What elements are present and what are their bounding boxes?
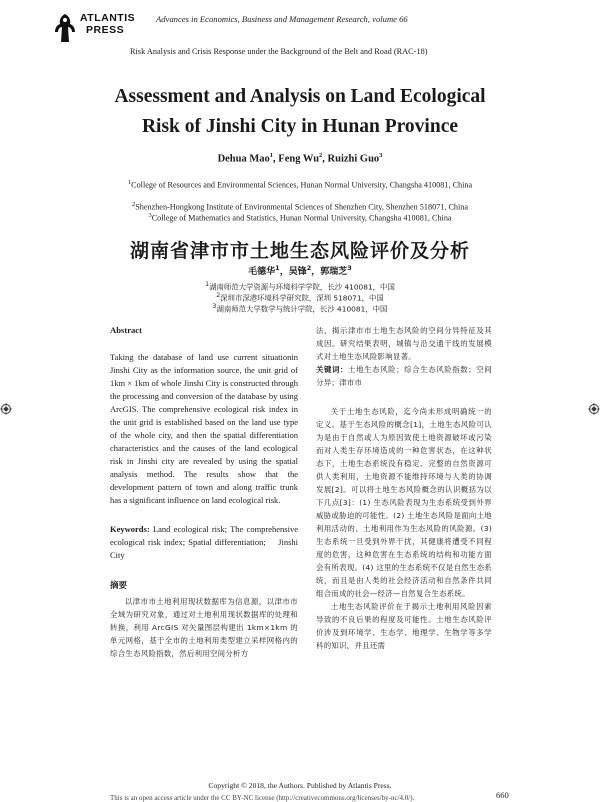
author-superscript: 1 [269,152,274,159]
atlantis-logo-icon [52,12,78,44]
keywords-label: Keywords: [110,524,150,534]
chinese-affiliation-3 [40,301,560,314]
atlantis-press-logo [52,8,152,52]
keywords [110,523,298,562]
chinese-keywords-label: 关键词： [316,365,349,374]
right-paragraph-3: 土地生态风险评价在于揭示土地利用风险因素导致的不良后果的程度及可能性。土地生态风险评价涉及到环境学、生态学、地理学、生物学等多学科的知识，并且还需 [316,602,492,650]
journal-name: Advances in Economics, Business and Management Research, volume 66 [156,14,408,24]
affiliation-superscript: 1 [127,179,132,186]
chinese-keywords [316,363,492,389]
page-number: 660 [496,790,509,800]
registration-target-icon [588,403,600,415]
chinese-author-name: 毛德华 [248,267,276,277]
affiliation-superscript: 3 [212,303,217,310]
copyright-notice: Copyright © 2018, the Authors. Published by Atlantis Press. [208,781,392,790]
affiliation-text: 湖南师范大学数学与统计学院，长沙 410081，中国 [216,304,388,314]
license-notice: This is an open access article under the CC BY-NC license (http://creativecommons.org/licenses/by-nc/4.0/). [110,794,415,802]
chinese-author-superscript: 3 [347,264,352,272]
author-list: Dehua Mao$^1$, Feng Wu$^2$, Ruizhi Guo$^3$ [217,152,383,165]
chinese-author-superscript: 2 [306,264,312,272]
affiliation-superscript: 2 [216,292,221,299]
affiliation-text: Shenzhen-Hongkong Institute of Environmental Sciences of Shenzhen City, Shenzhen 518071, China [135,202,469,212]
logo-line-1: ATLANTIS [80,12,136,24]
left-column [110,324,298,660]
chinese-author-name: 郭瑞芝 [320,267,348,277]
chinese-author-superscript: 1 [275,264,280,272]
affiliation-superscript: 1 [205,281,210,288]
chinese-abstract-heading: 摘要 [110,581,128,591]
author-name: Dehua Mao [217,153,270,165]
affiliation-1 [100,177,500,191]
logo-text [80,12,135,36]
conference-series: Risk Analysis and Crisis Response under the Background of the Belt and Road (RAC-18) [130,47,428,56]
right-paragraph-2: 关于土地生态风险，迄今尚未形成明确统一的定义。基于生态风险的概念[1]，土地生态风险可认为是由于自然或人为原因致使土地资源破坏或污染而对人类生存环境造成的一种危害状态，在这种状态下，土地生态系统没有稳定、完整的自然资源可供人类利用，土地资源不能维持环境与人类的协调发展[2]。可以将土地生态风险概念的认识概括为以下几点[3]：(1) 生态风险表现为生态系统受到外界威胁或胁迫的可能性。(2) 土地生态风险是面向土地利用活动的、土地利用作为生态风险的风险源。(3) 生态系统一旦受到外界干扰，其健康将遭受不同程度的危害，这种危害在生态系统的结构和功能方面会有所表现。(4) 这里的生态系统不仅是自然生态系统，而且是由人类的社会经济活动和自然条件共同组合而成的社会—经济—自然复合生态系统。 [316,407,492,598]
author-name: Ruizhi Guo [327,153,380,165]
abstract-heading: Abstract [110,325,142,335]
affiliation-text: 深圳市深港环境科学研究院，深圳 518071，中国 [220,293,384,303]
affiliation-3 [100,210,500,224]
affiliation-text: College of Mathematics and Statistics, Hunan Normal University, Changsha 410081, China [151,213,452,223]
keywords-text: Land ecological risk; The comprehensive ecological risk index; Spatial differentiation; Jinshi City [110,524,299,560]
registration-target-icon [0,403,12,415]
chinese-author-list: 毛德华$^1$，吴锋$^2$，郭瑞芝$^3$ [248,264,352,277]
logo-line-2: PRESS [86,24,125,36]
author-superscript: 2 [319,152,323,159]
right-paragraph-1: 法，揭示津市市土地生态风险的空间分异特征及其成因。研究结果表明，城镇与沿交通干线的发展模式对土地生态风险影响显著。 [316,326,492,361]
affiliation-text: College of Resources and Environmental Sciences, Hunan Normal University, Changsha 410081, China [131,180,473,190]
affiliation-text: 湖南师范大学资源与环境科学学院，长沙 410081，中国 [209,282,395,292]
chinese-author-name: 吴锋 [288,267,307,277]
abstract-text: Taking the database of land use current situationin Jinshi City as the information source, the unit grid of 1km × 1km of whole Jinshi City is constructed through the processing and conversion of the database by using ArcGIS. The comprehensive ecological risk index in the unit grid is established based on the land use type of the whole city, and then the spatial differentiation characteristics and the causes of the land ecological risk in Jinshi city are revealed by using the spatial analysis method. The results show that the development pattern of town and along traffic trunk has a significant influence on land ecological risk. [110,352,298,505]
paper-title-line-1: Assessment and Analysis on Land Ecological [114,86,486,107]
affiliation-superscript: 3 [148,212,152,219]
affiliation-superscript: 2 [131,201,136,208]
author-name: Feng Wu [278,153,320,165]
right-column [316,324,492,652]
author-superscript: 3 [379,152,383,159]
chinese-keywords-text: 土地生态风险；综合生态风险指数；空间分异；津市市 [316,365,492,387]
chinese-title: 湖南省津市市土地生态风险评价及分析 [129,240,470,262]
paper-title-line-2: Risk of Jinshi City in Hunan Province [141,116,459,137]
chinese-abstract-text: 以津市市土地利用现状数据库为信息源，以津市市全域为研究对象，通过对土地利用现状数据库的处理和转换，利用 ArcGIS 对矢量图层构建出 1km×1km 的单元网格，基于全市的土地利用类型建立采样网格内的综合生态风险指数，然后利用空间分析方 [110,597,298,658]
